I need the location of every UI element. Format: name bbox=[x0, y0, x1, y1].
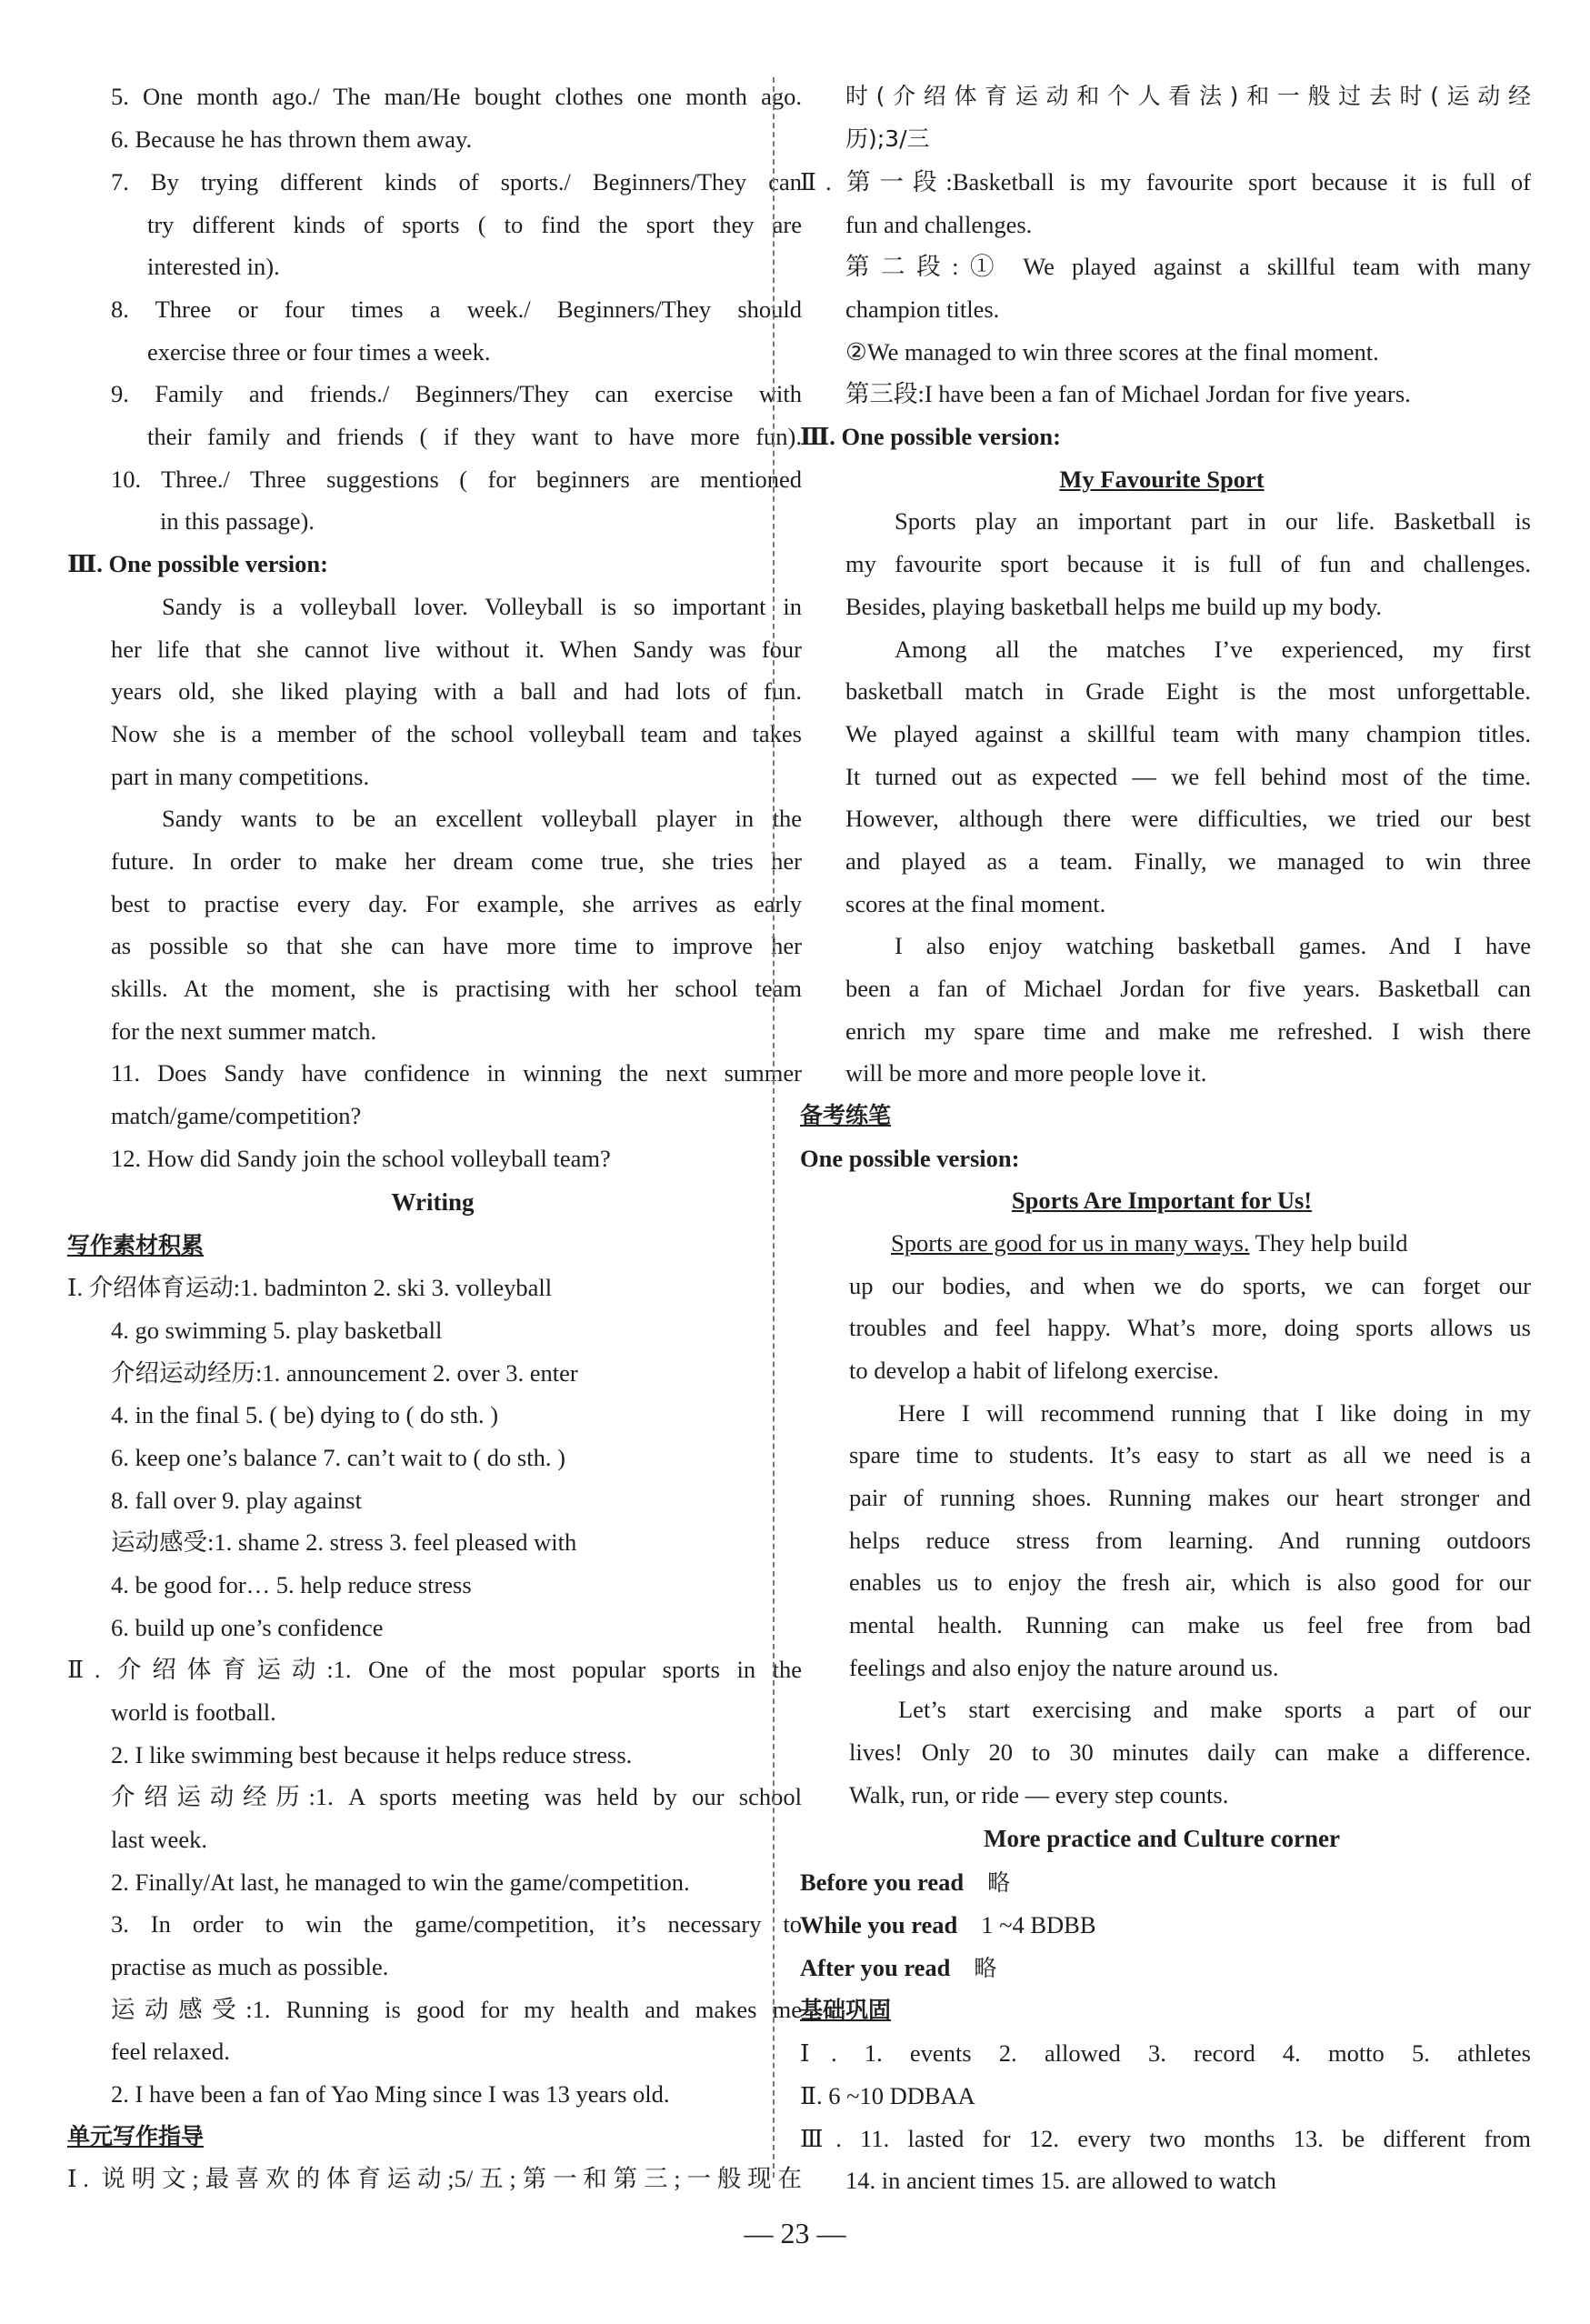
essay-line: Among all the matches I’ve experienced, my first bbox=[895, 636, 1531, 663]
outline-line: fun and challenges. bbox=[845, 211, 1033, 238]
essay-line: Sandy is a volleyball lover. Volleyball is so important in bbox=[162, 593, 802, 620]
guide-line: Ⅰ. 说明文;最喜欢的体育运动;5/五;第一和第三;一般现在 bbox=[67, 2165, 802, 2192]
guide-line: 历);3/三 bbox=[845, 125, 930, 152]
section-heading-zh: 单元写作指导 bbox=[67, 2123, 205, 2149]
column-divider bbox=[773, 77, 775, 2178]
outline-line: 第二段:① We played against a skillful team with many bbox=[845, 253, 1531, 280]
essay-line: However, although there were difficulties, we tried our best bbox=[845, 805, 1531, 832]
answer-line: Ⅱ. 6 ~10 DDBAA bbox=[800, 2082, 975, 2109]
answer-line: 7. By trying different kinds of sports./ Beginners/They can bbox=[111, 168, 802, 195]
essay-line: Let’s start exercising and make sports a part of our bbox=[898, 1696, 1531, 1723]
essay-line: for the next summer match. bbox=[111, 1017, 377, 1045]
essay-line: been a fan of Michael Jordan for five years. Basketball can bbox=[845, 975, 1531, 1002]
essay-line: enables us to enjoy the fresh air, which is also good for our bbox=[849, 1568, 1531, 1596]
essay-line: spare time to students. It’s easy to start as all we need is a bbox=[849, 1441, 1531, 1468]
answer-line: 10. Three./ Three suggestions ( for beginners are mentioned bbox=[111, 466, 802, 493]
essay-title: My Favourite Sport bbox=[1059, 466, 1265, 493]
page-number: — 23 — bbox=[744, 2217, 846, 2249]
vocab-line: 介绍运动经历:1. announcement 2. over 3. enter bbox=[111, 1359, 578, 1387]
essay-line: years old, she liked playing with a ball and had lots of fun. bbox=[111, 677, 802, 705]
sentence-line: feel relaxed. bbox=[111, 2038, 230, 2065]
answer-line: exercise three or four times a week. bbox=[147, 338, 491, 366]
essay-line: part in many competitions. bbox=[111, 763, 370, 790]
essay-line: Now she is a member of the school volleyball team and takes bbox=[111, 720, 802, 747]
answer-label: Before you read bbox=[800, 1868, 965, 1896]
answer-value: 略 bbox=[974, 1955, 997, 1981]
section-heading: More practice and Culture corner bbox=[984, 1825, 1340, 1852]
essay-line: helps reduce stress from learning. And running outdoors bbox=[849, 1527, 1531, 1554]
essay-line: Sports play an important part in our life. Basketball is bbox=[895, 507, 1531, 535]
essay-line: Walk, run, or ride — every step counts. bbox=[849, 1781, 1229, 1808]
essay-line: scores at the final moment. bbox=[845, 890, 1106, 917]
essay-line: her life that she cannot live without it. When Sandy was four bbox=[111, 636, 802, 663]
answer-line: in this passage). bbox=[160, 507, 315, 535]
essay-line: basketball match in Grade Eight is the most unforgettable. bbox=[845, 677, 1531, 705]
answer-line: 14. in ancient times 15. are allowed to watch bbox=[845, 2167, 1276, 2194]
essay-line: pair of running shoes. Running makes our heart stronger and bbox=[849, 1484, 1531, 1511]
section-heading: One possible version: bbox=[800, 1145, 1020, 1172]
answer-label: After you read bbox=[800, 1954, 951, 1981]
essay-line: enrich my spare time and make me refreshed. I wish there bbox=[845, 1017, 1531, 1045]
essay-line: best to practise every day. For example, she arrives as early bbox=[111, 890, 802, 917]
sentence-line: world is football. bbox=[111, 1698, 276, 1726]
vocab-line: 6. keep one’s balance 7. can’t wait to ( do sth. ) bbox=[111, 1444, 565, 1471]
vocab-line: 6. build up one’s confidence bbox=[111, 1614, 384, 1641]
guide-line: 时(介绍体育运动和个人看法)和一般过去时(运动经 bbox=[845, 83, 1531, 109]
outline-line: champion titles. bbox=[845, 296, 1000, 323]
essay-line: lives! Only 20 to 30 minutes daily can make a difference. bbox=[849, 1738, 1531, 1766]
essay-line: mental health. Running can make us feel free from bad bbox=[849, 1611, 1531, 1638]
essay-line: my favourite sport because it is full of fun and challenges. bbox=[845, 550, 1531, 577]
essay-line: skills. At the moment, she is practising with her school team bbox=[111, 975, 802, 1002]
section-heading-zh: 基础巩固 bbox=[800, 1997, 892, 2023]
sentence-line: 介绍运动经历:1. A sports meeting was held by our school bbox=[111, 1783, 802, 1810]
section-heading: Ⅲ. One possible version: bbox=[800, 423, 1061, 450]
essay-line: as possible so that she can have more time to improve her bbox=[111, 932, 802, 959]
answer-value: 略 bbox=[987, 1869, 1011, 1896]
essay-title: Sports Are Important for Us! bbox=[1011, 1187, 1313, 1214]
vocab-line: 4. go swimming 5. play basketball bbox=[111, 1317, 443, 1344]
section-heading-zh: 备考练笔 bbox=[800, 1102, 892, 1128]
answer-line: 11. Does Sandy have confidence in winning the next summer bbox=[111, 1059, 802, 1087]
outline-line: Ⅱ. 第一段:Basketball is my favourite sport because it is full of bbox=[800, 168, 1531, 195]
sentence-line: last week. bbox=[111, 1826, 207, 1853]
answer-line bbox=[800, 1907, 1096, 1943]
essay-line: to develop a habit of lifelong exercise. bbox=[849, 1357, 1219, 1384]
essay-line: Sandy wants to be an excellent volleyball player in the bbox=[162, 805, 802, 832]
essay-line: future. In order to make her dream come true, she tries her bbox=[111, 847, 802, 875]
answer-line: Ⅰ. 1. events 2. allowed 3. record 4. motto 5. athletes bbox=[800, 2039, 1531, 2067]
vocab-line: 4. in the final 5. ( be) dying to ( do sth. ) bbox=[111, 1401, 499, 1428]
answer-line: try different kinds of sports ( to find the sport they are bbox=[147, 211, 802, 238]
essay-line: I also enjoy watching basketball games. And I have bbox=[895, 932, 1531, 959]
answer-line: 6. Because he has thrown them away. bbox=[111, 125, 473, 153]
sentence-line: Ⅱ. 介绍体育运动:1. One of the most popular sports in the bbox=[67, 1656, 802, 1683]
answer-label: While you read bbox=[800, 1911, 958, 1938]
section-heading: Ⅲ. One possible version: bbox=[67, 550, 328, 577]
essay-line: We played against a skillful team with many champion titles. bbox=[845, 720, 1531, 747]
vocab-line: 4. be good for… 5. help reduce stress bbox=[111, 1571, 472, 1598]
answer-line bbox=[800, 1864, 1010, 1901]
sentence-line: 2. I like swimming best because it helps reduce stress. bbox=[111, 1741, 633, 1768]
essay-text: They help build bbox=[1249, 1229, 1408, 1257]
vocab-line: 运动感受:1. shame 2. stress 3. feel pleased with bbox=[111, 1528, 577, 1556]
answer-line: 9. Family and friends./ Beginners/They can exercise with bbox=[111, 380, 802, 407]
outline-line: 第三段:I have been a fan of Michael Jordan for five years. bbox=[845, 380, 1411, 407]
sentence-line: practise as much as possible. bbox=[111, 1953, 389, 1980]
answer-line: Ⅲ. 11. lasted for 12. every two months 13. be different from bbox=[800, 2125, 1531, 2152]
essay-line bbox=[891, 1225, 1407, 1261]
answer-line: interested in). bbox=[147, 253, 280, 280]
sentence-line: 运动感受:1. Running is good for my health and makes me bbox=[111, 1996, 802, 2023]
essay-line: and played as a team. Finally, we managed to win three bbox=[845, 847, 1531, 875]
vocab-line: Ⅰ. 介绍体育运动:1. badminton 2. ski 3. volleyball bbox=[67, 1274, 553, 1301]
essay-line: feelings and also enjoy the nature around us. bbox=[849, 1654, 1279, 1681]
answer-line: match/game/competition? bbox=[111, 1102, 362, 1129]
essay-line: Here I will recommend running that I like doing in my bbox=[898, 1399, 1531, 1427]
answer-line: 12. How did Sandy join the school volleyball team? bbox=[111, 1145, 611, 1172]
essay-line: troubles and feel happy. What’s more, doing sports allows us bbox=[849, 1314, 1531, 1341]
answer-line: their family and friends ( if they want to have more fun). bbox=[147, 423, 802, 450]
answer-line: 5. One month ago./ The man/He bought clothes one month ago. bbox=[111, 83, 802, 110]
topic-sentence: Sports are good for us in many ways. bbox=[891, 1229, 1250, 1257]
sentence-line: 3. In order to win the game/competition, it’s necessary to bbox=[111, 1910, 802, 1938]
answer-line bbox=[800, 1949, 996, 1987]
vocab-line: 8. fall over 9. play against bbox=[111, 1487, 362, 1514]
outline-line: ②We managed to win three scores at the final moment. bbox=[845, 338, 1379, 366]
writing-heading: Writing bbox=[391, 1188, 475, 1216]
sentence-line: 2. I have been a fan of Yao Ming since I was 13 years old. bbox=[111, 2080, 670, 2108]
essay-line: up our bodies, and when we do sports, we can forget our bbox=[849, 1272, 1531, 1299]
essay-line: It turned out as expected — we fell behind most of the time. bbox=[845, 763, 1531, 790]
answer-value: 1 ~4 BDBB bbox=[981, 1911, 1096, 1938]
essay-line: will be more and more people love it. bbox=[845, 1059, 1207, 1087]
essay-line: Besides, playing basketball helps me build up my body. bbox=[845, 593, 1383, 620]
section-heading-zh: 写作素材积累 bbox=[67, 1232, 205, 1258]
answer-line: 8. Three or four times a week./ Beginners/They should bbox=[111, 296, 802, 323]
sentence-line: 2. Finally/At last, he managed to win the game/competition. bbox=[111, 1868, 690, 1896]
